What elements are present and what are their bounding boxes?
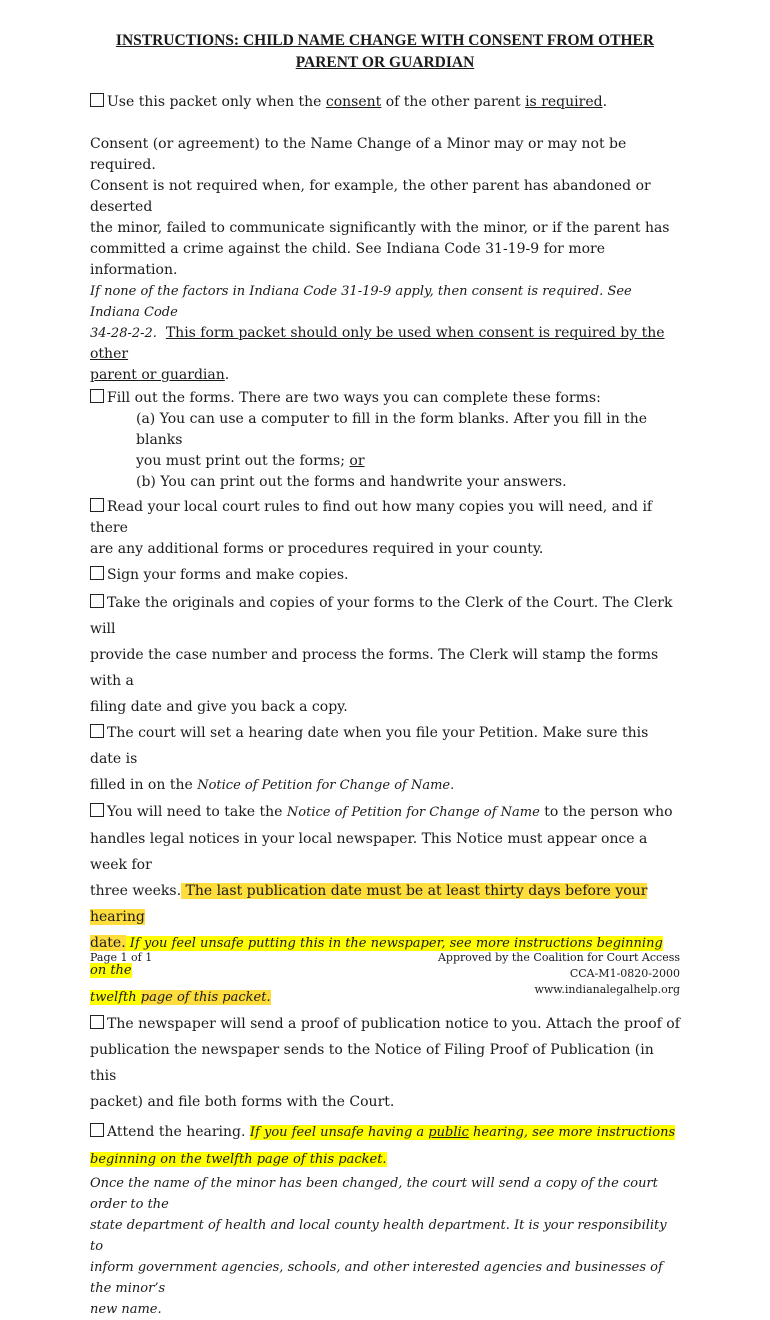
item7-highlight-page: page of this packet. (140, 990, 271, 1005)
item-hearing-date (90, 720, 680, 799)
item5-line-2: provide the case number and process the forms. The Clerk will stamp the forms with a (90, 647, 659, 689)
item2-text: Fill out the forms. There are two ways you can complete these forms: (107, 390, 601, 406)
item3-line-2: are any additional forms or procedures required in your county. (90, 541, 544, 557)
item9-text-a: Attend the hearing. (107, 1124, 250, 1140)
footer-form-code: CCA-M1-0820-2000 (569, 967, 680, 980)
footer-approved: Approved by the Coalition for Court Access (437, 951, 680, 964)
consent-paragraph (90, 134, 680, 386)
item7-line-2: handles legal notices in your local newspaper. This Notice must appear once a week for (90, 831, 648, 873)
closing-paragraph (90, 1173, 680, 1320)
item5-line-3: filing date and give you back a copy. (90, 699, 348, 715)
page-number: Page 1 of 1 (90, 951, 153, 964)
footer-url[interactable]: www.indianalegalhelp.org (534, 983, 680, 996)
item7-highlight-date: date. (90, 935, 126, 951)
item3-line-1: Read your local court rules to find out how many copies you will need, and if there (90, 499, 653, 536)
item6-notice-title: Notice of Petition for Change of Name. (197, 778, 455, 793)
item9-highlight-b: If you feel unsafe having a (249, 1125, 429, 1140)
item7-line-1a: You will need to take the (107, 804, 287, 820)
item8-line-1: The newspaper will send a proof of publication notice to you. Attach the proof of (107, 1016, 680, 1032)
item4-text: Sign your forms and make copies. (107, 567, 349, 583)
item7-notice-title: Notice of Petition for Change of Name (286, 805, 540, 820)
checkbox-read-court-rules[interactable] (90, 498, 104, 512)
item-take-to-clerk (90, 590, 680, 720)
item6-line-2a: filled in on the (90, 777, 198, 793)
checkbox-use-packet[interactable] (90, 93, 104, 107)
item7-highlight-publication: The last publication date must be at least thirty days before your hearing (90, 883, 648, 925)
item9-highlight-c: hearing, see more instructions (468, 1125, 676, 1140)
item1-text-b: of the other parent (381, 94, 526, 110)
consent-line-1: Consent (or agreement) to the Name Change of a Minor may or may not be required. (90, 136, 627, 173)
consent-line-2: Consent is not required when, for example, the other parent has abandoned or deserted (90, 178, 651, 215)
closing-line-1: Once the name of the minor has been changed, the court will send a copy of the court order to the (90, 1176, 658, 1212)
item-fill-out-forms (90, 388, 680, 493)
item7-highlight-twelfth: twelfth (90, 990, 141, 1005)
footer-approval (438, 950, 680, 998)
checkbox-sign-forms[interactable] (90, 566, 104, 580)
item-proof-of-publication (90, 1011, 680, 1115)
closing-line-3: inform government agencies, schools, and other interested agencies and businesses of the minor’s (90, 1260, 663, 1296)
consent-underlined-a: This form packet should only be used when consent is required by the other (90, 325, 665, 362)
item6-line-1: The court will set a hearing date when you file your Petition. Make sure this date is (90, 725, 649, 767)
item8-line-2: publication the newspaper sends to the Notice of Filing Proof of Publication (in this (90, 1042, 654, 1084)
consent-italic-1: If none of the factors in Indiana Code 31-19-9 apply, then consent is required. See Indiana Code (90, 284, 632, 320)
item-attend-hearing (90, 1119, 680, 1173)
consent-line-4: committed a crime against the child. See Indiana Code 31-19-9 for more information. (90, 241, 606, 278)
title-line-1: INSTRUCTIONS: CHILD NAME CHANGE WITH CONSENT FROM OTHER (115, 32, 655, 49)
consent-italic-2: 34-28-2-2. (90, 326, 157, 341)
item2-option-b: (b) You can print out the forms and handwrite your answers. (136, 474, 567, 490)
item7-line-3a: three weeks. (90, 883, 182, 899)
item1-text-c: . (602, 94, 608, 110)
closing-line-4: new name. (90, 1302, 162, 1317)
item9-public: public (428, 1125, 469, 1140)
item-read-court-rules (90, 497, 680, 560)
checkbox-hearing-date[interactable] (90, 724, 104, 738)
checkbox-newspaper-notice[interactable] (90, 803, 104, 817)
checkbox-fill-out-forms[interactable] (90, 389, 104, 403)
consent-underlined-b: parent or guardian (90, 367, 225, 383)
checkbox-take-to-clerk[interactable] (90, 594, 104, 608)
item5-line-1: Take the originals and copies of your forms to the Clerk of the Court. The Clerk will (90, 595, 673, 637)
checkbox-attend-hearing[interactable] (90, 1123, 104, 1137)
item2-or: or (349, 453, 365, 469)
item8-line-3: packet) and file both forms with the Court. (90, 1094, 395, 1110)
item7-highlight-unsafe: If you feel unsafe putting this in the newspaper, see more instructions beginning on the (90, 936, 663, 978)
closing-line-2: state department of health and local county health department. It is your responsibility to (90, 1218, 667, 1254)
item1-text-a: Use this packet only when the (107, 94, 326, 110)
page-title (90, 30, 680, 74)
item-use-packet (90, 92, 680, 113)
item-sign-forms (90, 565, 680, 586)
item2-option-a-line-2: you must print out the forms; (136, 453, 350, 469)
document-page (90, 30, 680, 1320)
consent-end: . (224, 367, 230, 383)
item7-line-1c: to the person who (539, 804, 673, 820)
item2-option-a-line-1: (a) You can use a computer to fill in the form blanks. After you fill in the blanks (136, 411, 648, 448)
item9-highlight-line-2: beginning on the twelfth page of this packet. (90, 1152, 387, 1167)
item1-required: is required (525, 94, 603, 110)
title-line-2: PARENT OR GUARDIAN (295, 54, 475, 71)
checkbox-proof-of-publication[interactable] (90, 1015, 104, 1029)
item1-consent: consent (325, 94, 382, 110)
consent-line-3: the minor, failed to communicate significantly with the minor, or if the parent has (90, 220, 670, 236)
